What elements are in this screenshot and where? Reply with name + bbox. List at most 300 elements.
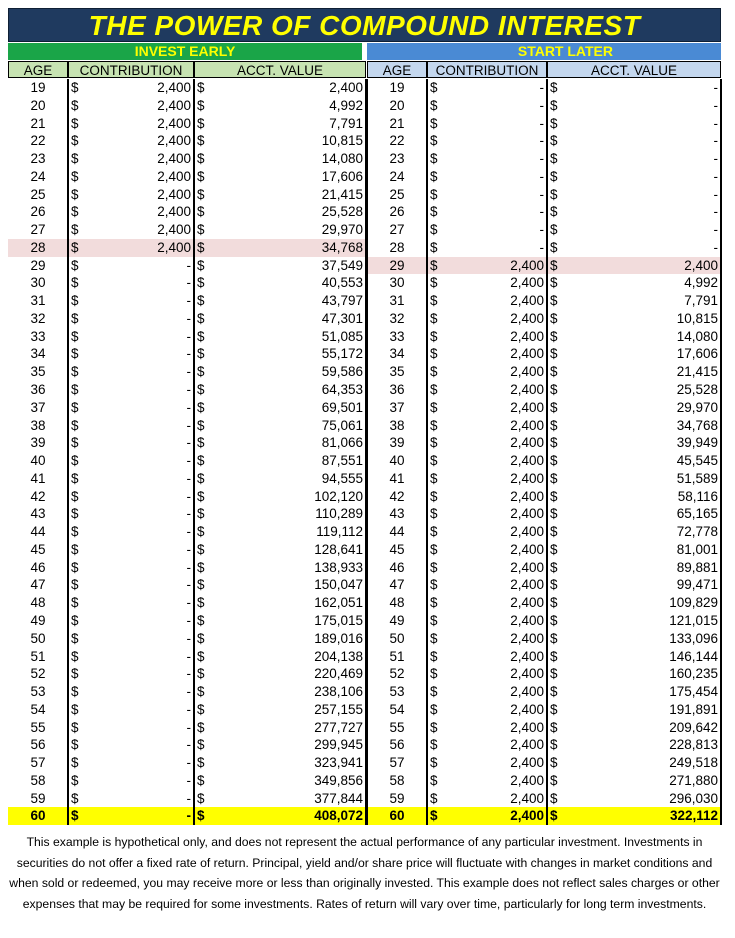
currency-symbol: $ [550,115,558,131]
currency-symbol: $ [430,80,438,95]
later-value-cell: 322,112 [669,808,718,824]
currency-symbol: $ [197,755,205,771]
later-contribution-cell: 2,400 [510,630,544,646]
later-value-cell: 17,606 [676,346,718,362]
currency-symbol: $ [430,346,438,362]
currency-symbol: $ [430,275,438,291]
later-value-cell: - [713,204,718,220]
currency-symbol: $ [71,559,79,575]
later-value-cell: 72,778 [676,524,718,540]
currency-symbol: $ [550,97,558,113]
early-age-cell: 37 [30,399,46,415]
early-age-cell: 48 [30,595,46,611]
later-contribution-cell: 2,400 [510,595,544,611]
later-value-cell: 51,589 [676,470,718,486]
early-age-cell: 45 [30,541,46,557]
currency-symbol: $ [71,737,79,753]
currency-symbol: $ [550,275,558,291]
later-contribution-cell: 2,400 [510,346,544,362]
currency-symbol: $ [197,612,205,628]
later-contribution-cell: 2,400 [510,453,544,469]
early-value-cell: 64,353 [321,382,363,398]
early-contribution-cell: - [186,541,191,557]
later-contribution-cell: - [539,204,544,220]
early-value-cell: 21,415 [321,186,363,202]
later-contribution-cell: 2,400 [510,719,544,735]
column-divider [67,79,69,825]
currency-symbol: $ [427,257,447,275]
early-contribution-cell: - [186,790,191,806]
later-contribution-header: CONTRIBUTION [427,61,547,78]
column-divider [426,79,428,825]
early-age-cell: 28 [8,239,68,257]
early-value-cell: 43,797 [321,293,363,309]
currency-symbol: $ [550,612,558,628]
currency-symbol: $ [550,808,558,824]
currency-symbol: $ [197,488,205,504]
currency-symbol: $ [197,346,205,362]
currency-symbol: $ [197,186,205,202]
currency-symbol: $ [71,470,79,486]
later-age-cell: 47 [389,577,405,593]
currency-symbol: $ [550,541,558,557]
early-age-cell: 42 [30,488,46,504]
later-age-cell: 29 [367,257,427,275]
currency-symbol: $ [550,737,558,753]
later-value-cell: 39,949 [676,435,718,451]
early-age-cell: 53 [30,684,46,700]
early-age-cell: 59 [30,790,46,806]
early-value-cell: 150,047 [314,577,363,593]
currency-symbol: $ [550,772,558,788]
currency-symbol: $ [550,719,558,735]
currency-symbol: $ [197,115,205,131]
early-value-cell: 119,112 [316,524,363,540]
early-value-cell: 10,815 [321,133,363,149]
later-value-header: ACCT. VALUE [547,61,721,78]
later-contribution-cell: 2,400 [447,257,547,275]
disclaimer-text: This example is hypothetical only, and does not represent the actual performance of any particular investment. Investments in securities do not offer a fixed rate of return. Principal, yield and/or share price will fluctuate with changes in market conditions and when sold or redeemed, you may receive more or less than originally invested. This example does not reflect sales charges or other expenses that may be required for some investments. Rates of return will vary over time, particularly for long term investments. [9,835,720,911]
early-contribution-cell: 2,400 [157,204,191,220]
early-contribution-cell: 2,400 [157,222,191,238]
currency-symbol: $ [68,239,88,257]
early-value-cell: 102,120 [314,488,363,504]
early-value-cell: 2,400 [329,80,363,95]
currency-symbol: $ [197,808,205,824]
currency-symbol: $ [71,417,79,433]
currency-symbol: $ [197,328,205,344]
currency-symbol: $ [430,364,438,380]
invest-early-banner: INVEST EARLY [8,43,362,60]
currency-symbol: $ [197,382,205,398]
early-age-cell: 46 [30,559,46,575]
early-age-header: AGE [8,61,68,78]
later-age-cell: 49 [389,612,405,628]
later-contribution-cell: 2,400 [510,772,544,788]
later-age-cell: 57 [389,755,405,771]
later-contribution-cell: 2,400 [510,541,544,557]
later-age-cell: 48 [389,595,405,611]
early-age-cell: 40 [30,453,46,469]
later-age-cell: 30 [389,275,405,291]
later-contribution-cell: 2,400 [510,470,544,486]
currency-symbol: $ [197,719,205,735]
currency-symbol: $ [197,310,205,326]
early-contribution-cell: - [186,577,191,593]
later-contribution-cell: 2,400 [510,417,544,433]
early-age-cell: 27 [30,222,46,238]
later-age-cell: 44 [389,524,405,540]
currency-symbol: $ [71,204,79,220]
early-age-cell: 60 [30,808,46,824]
later-contribution-cell: 2,400 [510,488,544,504]
early-age-cell: 32 [30,310,46,326]
later-value-cell: - [713,133,718,149]
early-age-cell: 30 [30,275,46,291]
later-age-cell: 59 [389,790,405,806]
currency-symbol: $ [197,595,205,611]
early-age-cell: 56 [30,737,46,753]
currency-symbol: $ [71,186,79,202]
currency-symbol: $ [430,470,438,486]
later-contribution-cell: 2,400 [510,612,544,628]
currency-symbol: $ [550,151,558,167]
later-contribution-cell: - [539,133,544,149]
early-contribution-cell: - [186,328,191,344]
early-value-cell: 162,051 [314,595,363,611]
currency-symbol: $ [71,257,79,273]
later-value-cell: 65,165 [676,506,718,522]
later-value-cell: 209,642 [669,719,718,735]
later-age-cell: 55 [389,719,405,735]
later-age-cell: 52 [389,666,405,682]
later-age-cell: 38 [389,417,405,433]
later-age-cell: 22 [389,133,405,149]
currency-symbol: $ [71,808,79,824]
later-value-cell: 7,791 [684,293,718,309]
currency-symbol: $ [430,168,438,184]
compound-interest-sheet [8,8,721,825]
currency-symbol: $ [71,382,79,398]
currency-symbol: $ [71,435,79,451]
later-contribution-cell: - [539,239,544,255]
later-contribution-cell: - [539,151,544,167]
later-age-cell: 45 [389,541,405,557]
later-value-cell: - [713,222,718,238]
later-age-cell: 37 [389,399,405,415]
later-contribution-cell: - [539,168,544,184]
early-contribution-cell: - [186,257,191,273]
currency-symbol: $ [550,453,558,469]
currency-symbol: $ [550,293,558,309]
currency-symbol: $ [430,541,438,557]
currency-symbol: $ [71,577,79,593]
currency-symbol: $ [550,204,558,220]
early-value-cell: 323,941 [314,755,363,771]
early-contribution-cell: - [186,808,191,824]
later-value-cell: 10,815 [676,310,718,326]
currency-symbol: $ [71,168,79,184]
later-age-cell: 42 [389,488,405,504]
currency-symbol: $ [430,790,438,806]
early-age-cell: 24 [30,168,46,184]
later-value-cell: 21,415 [676,364,718,380]
early-contribution-cell: 2,400 [157,80,191,95]
early-age-cell: 25 [30,186,46,202]
early-contribution-cell: 2,400 [157,186,191,202]
early-age-cell: 21 [30,115,46,131]
later-value-cell: 2,400 [567,257,721,275]
early-contribution-cell: - [186,630,191,646]
early-value-cell: 47,301 [321,310,363,326]
currency-symbol: $ [197,772,205,788]
currency-symbol: $ [71,630,79,646]
later-age-cell: 25 [389,186,405,202]
currency-symbol: $ [430,737,438,753]
currency-symbol: $ [550,346,558,362]
later-contribution-cell: 2,400 [510,382,544,398]
later-age-cell: 27 [389,222,405,238]
later-age-cell: 43 [389,506,405,522]
early-contribution-cell: - [186,506,191,522]
early-value-cell: 14,080 [321,151,363,167]
later-age-cell: 24 [389,168,405,184]
early-contribution-cell: 2,400 [157,115,191,131]
currency-symbol: $ [197,737,205,753]
later-contribution-cell: 2,400 [510,524,544,540]
early-age-cell: 39 [30,435,46,451]
currency-symbol: $ [550,488,558,504]
early-contribution-cell: - [186,719,191,735]
currency-symbol: $ [197,417,205,433]
currency-symbol: $ [550,133,558,149]
later-age-cell: 23 [389,151,405,167]
early-age-cell: 55 [30,719,46,735]
currency-symbol: $ [430,239,438,255]
currency-symbol: $ [197,630,205,646]
early-value-cell: 29,970 [321,222,363,238]
early-value-cell: 299,945 [314,737,363,753]
currency-symbol: $ [197,275,205,291]
early-value-cell: 220,469 [314,666,363,682]
currency-symbol: $ [430,222,438,238]
currency-symbol: $ [71,275,79,291]
later-contribution-cell: 2,400 [510,506,544,522]
early-contribution-cell: - [186,612,191,628]
currency-symbol: $ [550,80,558,95]
early-contribution-cell: - [186,648,191,664]
later-age-cell: 39 [389,435,405,451]
currency-symbol: $ [550,559,558,575]
currency-symbol: $ [197,577,205,593]
early-age-cell: 41 [30,470,46,486]
currency-symbol: $ [71,488,79,504]
currency-symbol: $ [430,133,438,149]
currency-symbol: $ [430,719,438,735]
later-contribution-cell: 2,400 [510,808,544,824]
currency-symbol: $ [550,595,558,611]
later-age-cell: 35 [389,364,405,380]
currency-symbol: $ [430,488,438,504]
currency-symbol: $ [71,328,79,344]
early-value-cell: 349,856 [314,772,363,788]
early-value-cell: 408,072 [314,808,363,824]
early-contribution-cell: - [186,470,191,486]
later-contribution-cell: 2,400 [510,755,544,771]
early-value-cell: 94,555 [321,470,363,486]
currency-symbol: $ [550,648,558,664]
currency-symbol: $ [550,168,558,184]
later-age-cell: 51 [389,648,405,664]
early-age-cell: 23 [30,151,46,167]
currency-symbol: $ [197,790,205,806]
currency-symbol: $ [430,382,438,398]
early-value-cell: 59,586 [321,364,363,380]
currency-symbol: $ [71,364,79,380]
early-value-cell: 257,155 [314,701,363,717]
currency-symbol: $ [430,204,438,220]
early-value-cell: 175,015 [314,612,363,628]
later-age-cell: 31 [389,293,405,309]
early-contribution-cell: - [186,399,191,415]
later-value-cell: 133,096 [669,630,718,646]
later-contribution-cell: 2,400 [510,737,544,753]
currency-symbol: $ [430,310,438,326]
currency-symbol: $ [550,417,558,433]
later-value-cell: 271,880 [669,772,718,788]
early-contribution-cell: - [186,666,191,682]
currency-symbol: $ [550,755,558,771]
currency-symbol: $ [197,151,205,167]
currency-symbol: $ [550,399,558,415]
later-contribution-cell: 2,400 [510,559,544,575]
early-value-cell: 69,501 [321,399,363,415]
currency-symbol: $ [197,470,205,486]
later-contribution-cell: 2,400 [510,310,544,326]
early-age-cell: 19 [30,80,46,95]
early-contribution-cell: - [186,382,191,398]
currency-symbol: $ [197,168,205,184]
currency-symbol: $ [550,222,558,238]
later-contribution-cell: - [539,222,544,238]
later-age-cell: 56 [389,737,405,753]
early-contribution-cell: 2,400 [157,168,191,184]
currency-symbol: $ [197,364,205,380]
early-age-cell: 43 [30,506,46,522]
early-value-cell: 377,844 [314,790,363,806]
currency-symbol: $ [430,151,438,167]
later-value-cell: 58,116 [677,488,718,504]
currency-symbol: $ [197,222,205,238]
early-contribution-cell: - [186,453,191,469]
later-age-cell: 19 [389,80,405,95]
early-age-cell: 51 [30,648,46,664]
early-value-cell: 4,992 [329,97,363,113]
later-contribution-cell: - [539,186,544,202]
later-age-cell: 20 [389,97,405,113]
currency-symbol: $ [550,666,558,682]
currency-symbol: $ [197,435,205,451]
currency-symbol: $ [430,701,438,717]
early-contribution-cell: - [186,364,191,380]
currency-symbol: $ [197,257,205,273]
early-contribution-cell: - [186,417,191,433]
early-age-cell: 35 [30,364,46,380]
currency-symbol: $ [550,364,558,380]
currency-symbol: $ [550,435,558,451]
early-age-cell: 44 [30,524,46,540]
early-age-cell: 50 [30,630,46,646]
early-value-cell: 189,016 [314,630,363,646]
later-value-cell: 14,080 [676,328,718,344]
early-age-cell: 34 [30,346,46,362]
later-age-cell: 26 [389,204,405,220]
currency-symbol: $ [550,524,558,540]
currency-symbol: $ [197,701,205,717]
later-value-cell: 191,891 [669,701,718,717]
currency-symbol: $ [71,151,79,167]
currency-symbol: $ [550,701,558,717]
later-age-cell: 28 [389,239,405,255]
currency-symbol: $ [430,755,438,771]
currency-symbol: $ [430,772,438,788]
early-age-cell: 36 [30,382,46,398]
currency-symbol: $ [71,790,79,806]
early-age-cell: 54 [30,701,46,717]
early-contribution-cell: - [186,737,191,753]
later-age-cell: 53 [389,684,405,700]
currency-symbol: $ [71,648,79,664]
currency-symbol: $ [71,666,79,682]
later-age-cell: 46 [389,559,405,575]
early-contribution-cell: - [186,275,191,291]
early-age-cell: 31 [30,293,46,309]
early-age-cell: 58 [30,772,46,788]
currency-symbol: $ [430,453,438,469]
currency-symbol: $ [197,293,205,309]
column-divider [720,79,722,825]
currency-symbol: $ [71,399,79,415]
early-age-cell: 22 [30,133,46,149]
currency-symbol: $ [430,97,438,113]
table-headers [8,43,721,79]
currency-symbol: $ [550,506,558,522]
later-contribution-cell: - [539,97,544,113]
later-value-cell: 25,528 [676,382,718,398]
later-age-cell: 36 [389,382,405,398]
later-age-cell: 33 [389,328,405,344]
currency-symbol: $ [430,808,438,824]
currency-symbol: $ [430,399,438,415]
currency-symbol: $ [430,577,438,593]
early-value-cell: 37,549 [321,257,363,273]
currency-symbol: $ [197,684,205,700]
data-table [8,79,721,825]
early-value-header: ACCT. VALUE [194,61,366,78]
early-contribution-cell: 2,400 [157,133,191,149]
currency-symbol: $ [71,595,79,611]
early-age-cell: 26 [30,204,46,220]
early-contribution-cell: - [186,435,191,451]
currency-symbol: $ [71,310,79,326]
later-age-cell: 58 [389,772,405,788]
currency-symbol: $ [430,612,438,628]
early-value-cell: 138,933 [314,559,363,575]
later-value-cell: 99,471 [676,577,718,593]
later-contribution-cell: - [539,80,544,95]
early-value-cell: 17,606 [321,168,363,184]
early-age-cell: 57 [30,755,46,771]
